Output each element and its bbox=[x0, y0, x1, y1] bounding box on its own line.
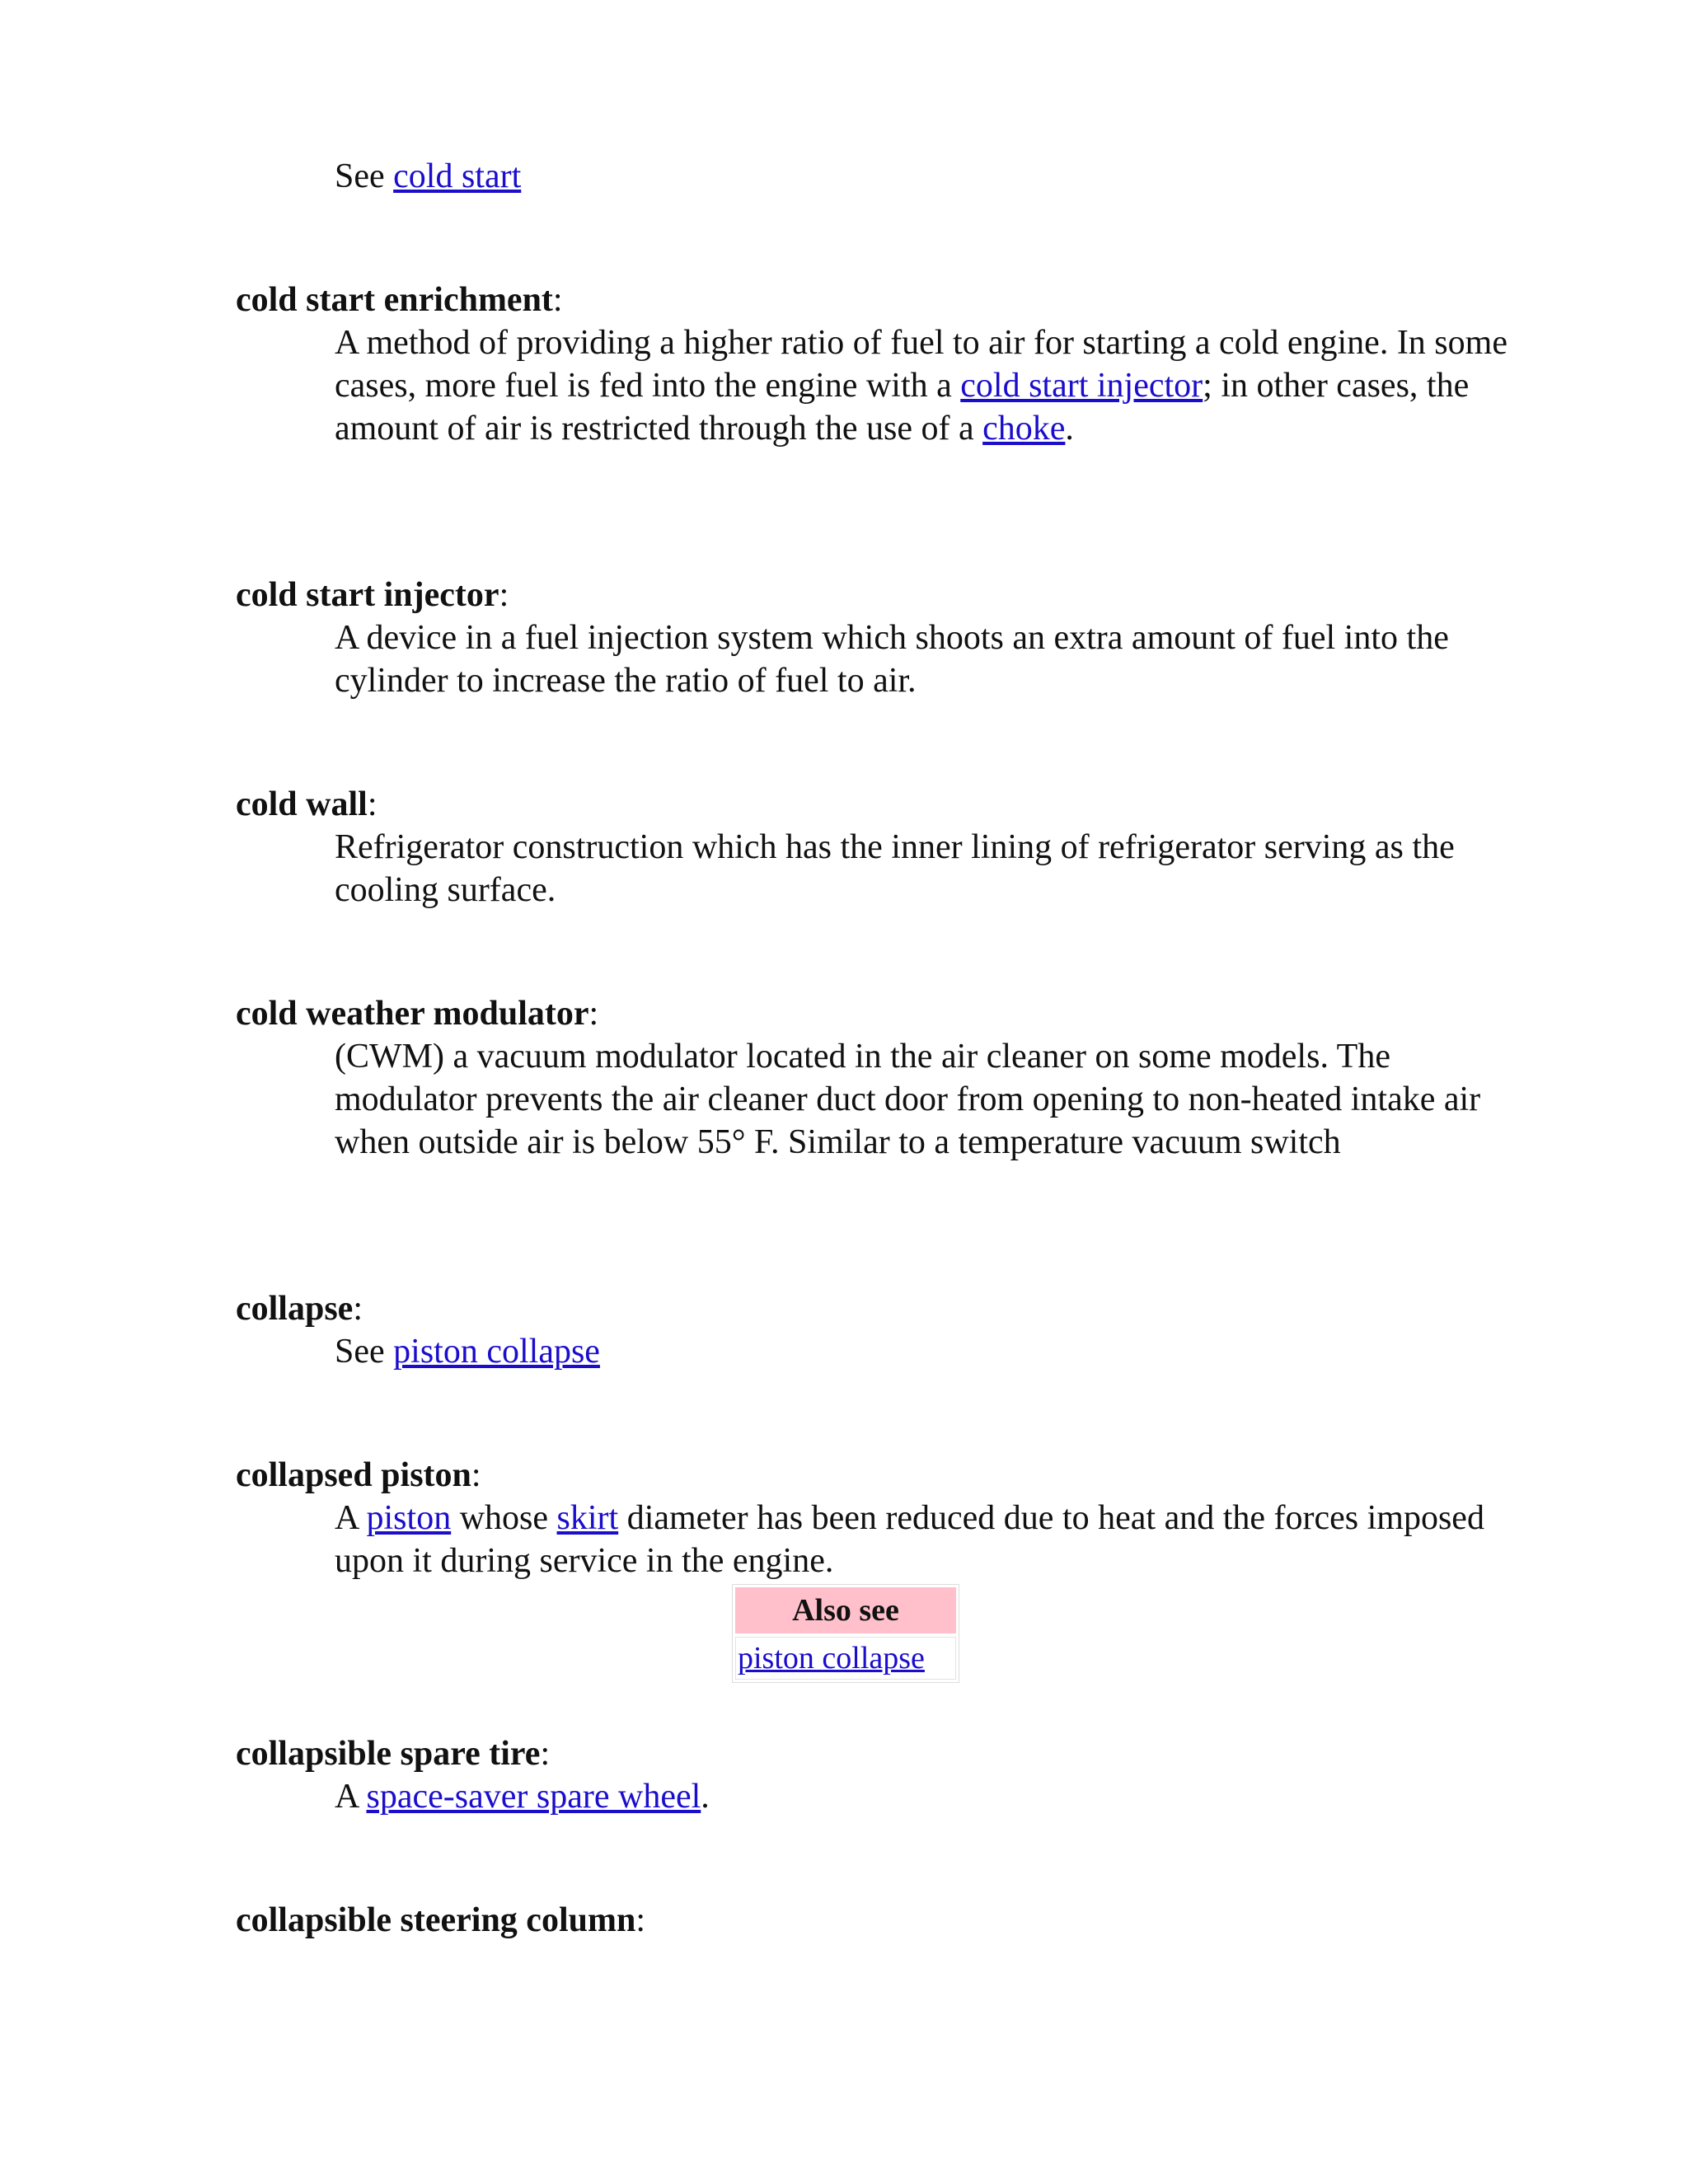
entry-cold-start-injector bbox=[236, 574, 1522, 702]
definition-text: . bbox=[1065, 410, 1074, 448]
also-see-link[interactable]: piston collapse bbox=[738, 1641, 925, 1675]
term-colon: : bbox=[353, 1290, 363, 1328]
term-name: cold weather modulator bbox=[236, 995, 589, 1033]
entry-cold-start-see bbox=[236, 155, 1522, 198]
term-name: collapsible steering column bbox=[236, 1901, 636, 1939]
entry-collapsible-spare-tire bbox=[236, 1732, 1522, 1818]
term-heading bbox=[236, 574, 1522, 616]
term-colon: : bbox=[499, 576, 509, 614]
definition-text: diameter has been reduced due to heat and the forces imposed upon it during service in the engine. bbox=[335, 1499, 1484, 1580]
term-colon: : bbox=[367, 785, 377, 823]
term-colon: : bbox=[471, 1456, 481, 1494]
glossary-link[interactable]: piston bbox=[366, 1499, 452, 1537]
definition-text: See bbox=[335, 1333, 394, 1371]
definition bbox=[335, 1035, 1522, 1164]
definition-text: A device in a fuel injection system which shoots an extra amount of fuel into the cylinder to increase the ratio of fuel to air. bbox=[335, 619, 1449, 700]
term-heading bbox=[236, 1732, 1522, 1775]
term-heading bbox=[236, 1899, 1522, 1942]
glossary-link[interactable]: piston collapse bbox=[393, 1333, 600, 1371]
definition bbox=[335, 826, 1522, 912]
also-see-cell bbox=[735, 1637, 956, 1680]
term-heading bbox=[236, 279, 1522, 321]
entry-collapsed-piston bbox=[236, 1454, 1522, 1582]
definition bbox=[335, 1330, 1522, 1373]
term-name: collapse bbox=[236, 1290, 354, 1328]
term-name: cold start injector bbox=[236, 576, 499, 614]
definition bbox=[335, 616, 1522, 702]
definition bbox=[335, 1775, 1522, 1818]
entry-collapsible-steering-column bbox=[236, 1899, 1522, 1942]
definition-text: whose bbox=[451, 1499, 557, 1537]
entry-collapse bbox=[236, 1287, 1522, 1373]
term-heading bbox=[236, 1287, 1522, 1330]
definition bbox=[335, 155, 1522, 198]
also-see-box bbox=[732, 1584, 959, 1683]
term-name: cold wall bbox=[236, 785, 368, 823]
definition-text: A bbox=[335, 1499, 367, 1537]
term-name: collapsed piston bbox=[236, 1456, 471, 1494]
term-colon: : bbox=[552, 281, 563, 319]
term-heading bbox=[236, 783, 1522, 826]
definition-text: (CWM) a vacuum modulator located in the air cleaner on some models. The modulator prevents the air cleaner duct door from opening to non-heated intake air when outside air is below 55° F. Similar to a temperature vacuum switch bbox=[335, 1038, 1481, 1161]
entry-cold-start-enrichment bbox=[236, 279, 1522, 450]
definition-text: . bbox=[701, 1778, 710, 1816]
also-see-header: Also see bbox=[735, 1587, 956, 1633]
definition-text: A bbox=[335, 1778, 367, 1816]
definition bbox=[335, 321, 1522, 450]
glossary-link[interactable]: space-saver spare wheel bbox=[366, 1778, 701, 1816]
term-name: collapsible spare tire bbox=[236, 1735, 541, 1773]
entry-cold-wall bbox=[236, 783, 1522, 912]
term-heading bbox=[236, 992, 1522, 1035]
definition-text: ; in other cases, the amount of air is restricted through the use of a bbox=[335, 367, 1470, 448]
term-heading bbox=[236, 1454, 1522, 1497]
definition bbox=[335, 1497, 1522, 1582]
definition-text: A method of providing a higher ratio of fuel to air for starting a cold engine. In some cases, more fuel is fed into the engine with a bbox=[335, 324, 1507, 405]
definition-text: See bbox=[335, 157, 394, 195]
term-colon: : bbox=[635, 1901, 645, 1939]
definition-text: Refrigerator construction which has the inner lining of refrigerator serving as the cooling surface. bbox=[335, 828, 1455, 909]
glossary-link[interactable]: skirt bbox=[556, 1499, 619, 1537]
glossary-link[interactable]: choke bbox=[982, 410, 1066, 448]
term-name: cold start enrichment bbox=[236, 281, 553, 319]
term-colon: : bbox=[588, 995, 599, 1033]
glossary-link[interactable]: cold start injector bbox=[960, 367, 1203, 405]
entry-cold-weather-modulator bbox=[236, 992, 1522, 1164]
glossary-link[interactable]: cold start bbox=[393, 157, 522, 195]
term-colon: : bbox=[540, 1735, 551, 1773]
